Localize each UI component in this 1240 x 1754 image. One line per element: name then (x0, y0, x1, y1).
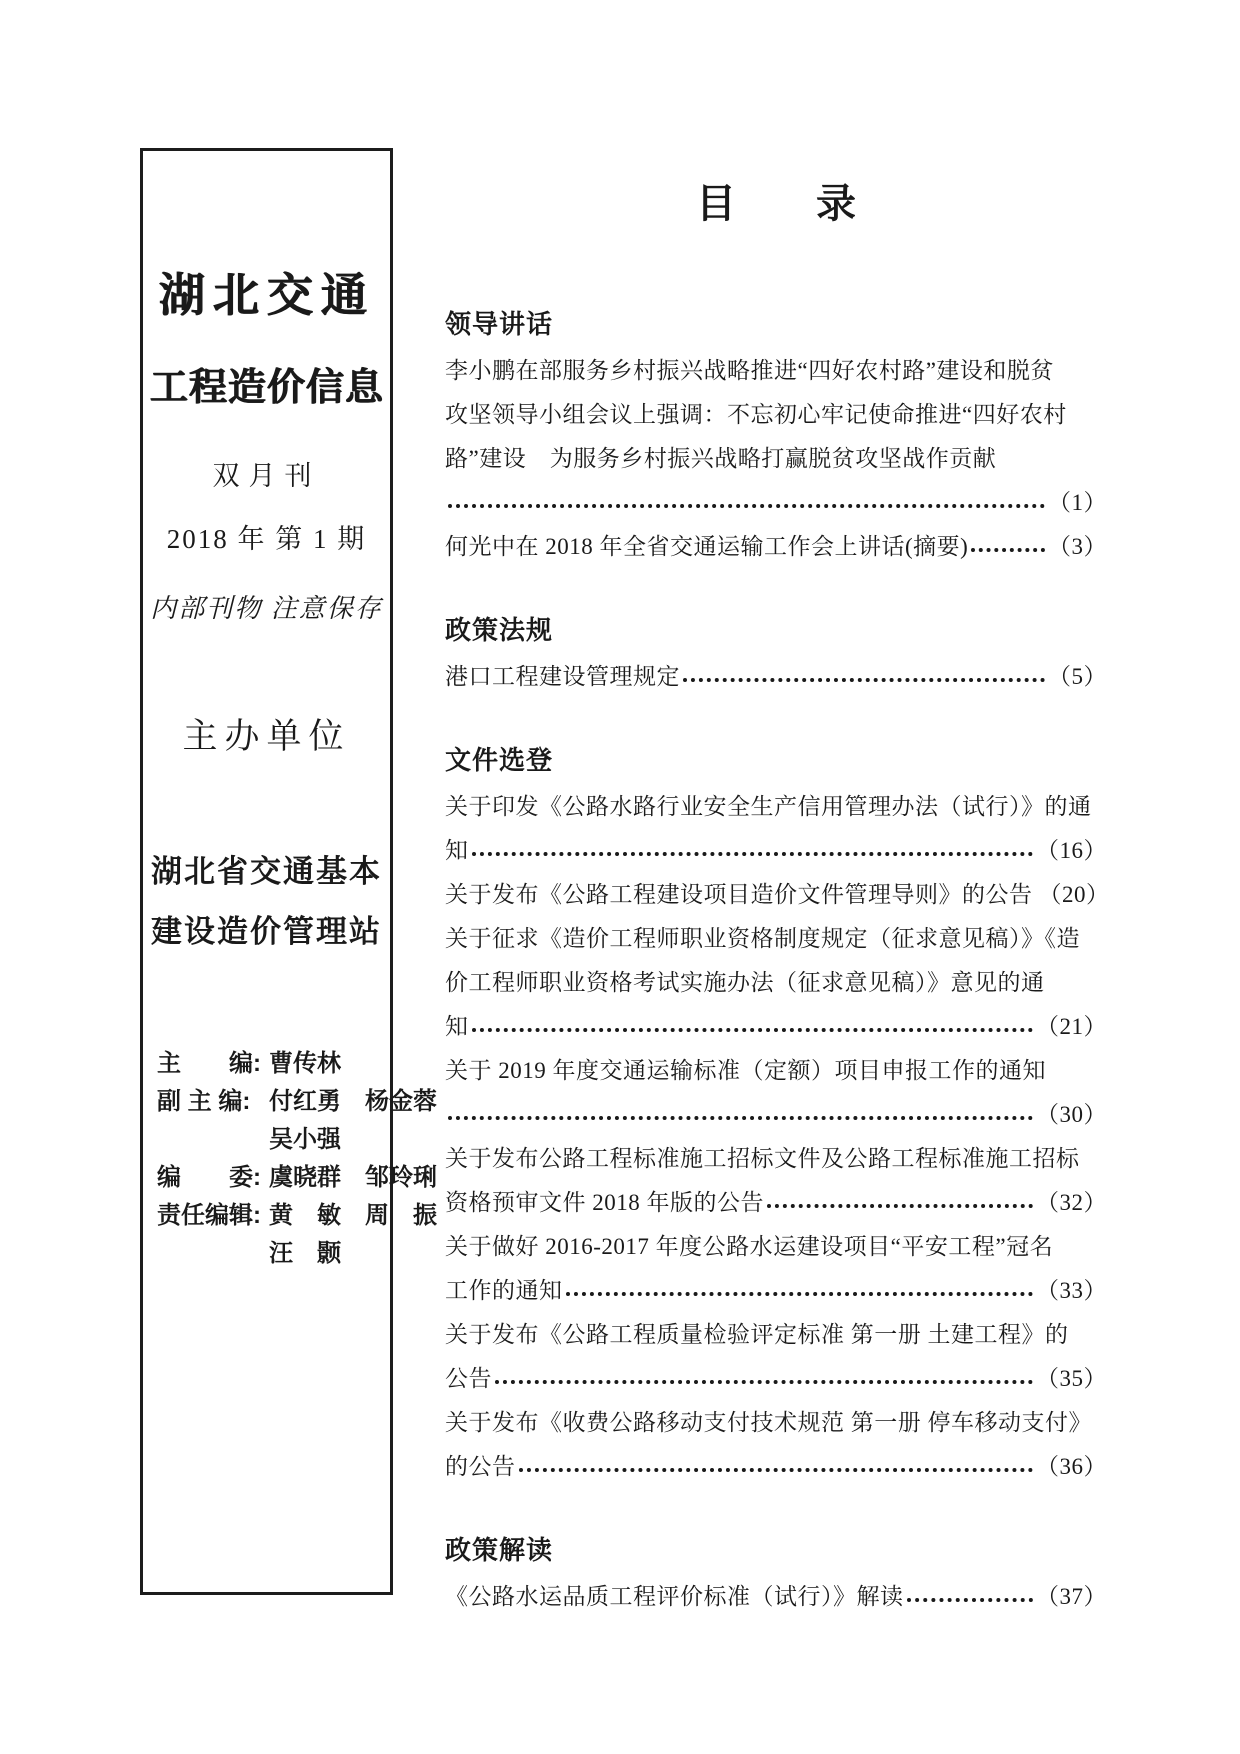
dot-leader (971, 537, 1045, 552)
dot-leader (472, 841, 1034, 856)
dot-leader (566, 1281, 1034, 1296)
toc-entry-text: 价工程师职业资格考试实施办法（征求意见稿）》意见的通 (445, 969, 1045, 995)
dot-leader (448, 1105, 1033, 1120)
toc-entry-text: 关于印发《公路水路行业安全生产信用管理办法（试行）》的通 (445, 793, 1092, 819)
toc-entry-text: 关于征求《造价工程师职业资格制度规定（征求意见稿）》《造 (445, 925, 1080, 951)
editorial-role: 主 编: (157, 1049, 261, 1077)
editorial-row (157, 1155, 437, 1193)
page-number: （33） (1036, 1277, 1107, 1303)
toc-entry-text: 工作的通知 (445, 1277, 563, 1303)
toc-entry-text: 李小鹏在部服务乡村振兴战略推进“四好农村路”建设和脱贫 (445, 357, 1054, 383)
editorial-row (157, 1117, 384, 1155)
toc-entry-line (445, 478, 1107, 522)
toc-entry-text: 《公路水运品质工程评价标准（试行）》解读 (445, 1583, 904, 1609)
toc-entry (445, 914, 1107, 1046)
toc-entry (445, 1310, 1107, 1398)
toc-section-heading: 文件选登 (445, 745, 554, 775)
toc-entry (445, 870, 1110, 914)
toc-entry-line (445, 434, 1107, 478)
toc-entry-line (445, 870, 1110, 914)
toc-entry-line (445, 1398, 1107, 1442)
toc-entry-text: 攻坚领导小组会议上强调：不忘初心牢记使命推进“四好农村 (445, 401, 1067, 427)
toc-entry-line (445, 1046, 1107, 1090)
dot-leader (495, 1369, 1033, 1384)
dot-leader (448, 493, 1045, 508)
toc-entry (445, 652, 1107, 696)
toc-entry-line (445, 1266, 1107, 1310)
page-number: （36） (1036, 1453, 1107, 1479)
toc-entry (445, 522, 1107, 566)
toc-entry-line (445, 1222, 1107, 1266)
toc-entry-line (445, 652, 1107, 696)
toc-sections (445, 302, 1110, 1616)
organizer-label: 主办单位 (182, 717, 351, 756)
toc-entry-line (445, 1442, 1107, 1486)
page-number: （5） (1048, 663, 1107, 689)
table-of-contents (445, 150, 1110, 1616)
toc-entry (445, 1222, 1107, 1310)
editorial-names: 付红勇 杨金蓉 (269, 1087, 437, 1115)
editorial-names: 虞晓群 邹玲琍 (269, 1163, 437, 1191)
journal-frequency: 双月刊 (212, 461, 321, 491)
toc-entry-text: 港口工程建设管理规定 (445, 663, 680, 689)
page-number: （35） (1036, 1365, 1107, 1391)
journal-issue: 2018 年 第 1 期 (166, 524, 367, 554)
toc-title: 目 录 (696, 182, 856, 226)
toc-section (445, 1528, 1107, 1616)
page-number: （37） (1036, 1583, 1107, 1609)
toc-entry-text: 知 (445, 1013, 469, 1039)
dot-leader (767, 1193, 1033, 1208)
toc-entry (445, 782, 1107, 870)
toc-entry-text: 关于做好 2016-2017 年度公路水运建设项目“平安工程”冠名 (445, 1233, 1054, 1259)
toc-entry-line (445, 1354, 1107, 1398)
toc-entry-line (445, 522, 1107, 566)
dot-leader (683, 667, 1045, 682)
toc-entry-text: 路”建设 为服务乡村振兴战略打赢脱贫攻坚战作贡献 (445, 445, 997, 471)
toc-entry-text: 关于发布公路工程标准施工招标文件及公路工程标准施工招标 (445, 1145, 1080, 1171)
toc-entry-text: 何光中在 2018 年全省交通运输工作会上讲话(摘要) (445, 533, 969, 559)
toc-entry-line (445, 958, 1107, 1002)
editorial-role: 副 主 编: (157, 1087, 251, 1115)
toc-entry-text: 知 (445, 837, 469, 863)
editorial-names: 吴小强 (269, 1125, 341, 1153)
toc-entry-line (445, 390, 1107, 434)
toc-entry-text: 关于发布《收费公路移动支付技术规范 第一册 停车移动支付》 (445, 1409, 1092, 1435)
toc-entry (445, 1398, 1107, 1486)
toc-entry-text: 公告 (445, 1365, 492, 1391)
toc-section (445, 302, 1107, 566)
toc-entry-line (445, 1090, 1107, 1134)
dot-leader (472, 1017, 1034, 1032)
toc-entry-line (445, 1178, 1107, 1222)
toc-entry-line (445, 914, 1107, 958)
toc-entry-line (445, 1002, 1107, 1046)
editorial-row (157, 1041, 384, 1079)
toc-entry (445, 1134, 1107, 1222)
editorial-row (157, 1231, 384, 1269)
page-number: （21） (1036, 1013, 1107, 1039)
page-number: （32） (1036, 1189, 1107, 1215)
toc-section (445, 608, 1107, 696)
page-number: （30） (1036, 1101, 1107, 1127)
toc-section (445, 738, 1110, 1486)
editorial-board (157, 1041, 437, 1269)
toc-entry (445, 346, 1107, 522)
toc-entry-text: 的公告 (445, 1453, 516, 1479)
editorial-row (157, 1079, 437, 1117)
editorial-role: 编 委: (157, 1163, 261, 1191)
toc-entry-line (445, 1134, 1107, 1178)
editorial-names: 曹传林 (269, 1049, 341, 1077)
toc-section-heading: 领导讲话 (445, 309, 554, 339)
toc-entry-line (445, 346, 1107, 390)
editorial-names: 汪 颢 (269, 1239, 341, 1267)
dot-leader (907, 1587, 1034, 1602)
editorial-role: 责任编辑: (157, 1201, 261, 1229)
internal-publication-notice: 内部刊物 注意保存 (150, 594, 383, 623)
page-number: （3） (1048, 533, 1107, 559)
toc-entry-line (445, 782, 1107, 826)
toc-entry (445, 1046, 1107, 1134)
toc-entry-text: 关于发布《公路工程建设项目造价文件管理导则》的公告 (445, 881, 1033, 907)
toc-entry-text: 资格预审文件 2018 年版的公告 (445, 1189, 764, 1215)
journal-title-line2: 工程造价信息 (149, 364, 384, 409)
toc-section-heading: 政策法规 (445, 615, 554, 645)
organizer-name-line2: 建设造价管理站 (151, 914, 382, 949)
organizer-name-line1: 湖北省交通基本 (151, 854, 382, 889)
page-number: （20） (1038, 881, 1110, 907)
dot-leader (519, 1457, 1034, 1472)
toc-entry-text: 关于发布《公路工程质量检验评定标准 第一册 土建工程》的 (445, 1321, 1069, 1347)
toc-entry-text: 关于 2019 年度交通运输标准（定额）项目申报工作的通知 (445, 1057, 1046, 1083)
journal-cover-panel (140, 148, 437, 1595)
toc-entry (445, 1572, 1107, 1616)
toc-section-heading: 政策解读 (445, 1535, 554, 1565)
toc-entry-line (445, 826, 1107, 870)
editorial-names: 黄 敏 周 振 (269, 1201, 437, 1229)
page-number: （16） (1036, 837, 1107, 863)
toc-entry-line (445, 1310, 1107, 1354)
toc-entry-line (445, 1572, 1107, 1616)
journal-title-line1: 湖北交通 (158, 268, 375, 322)
page-number: （1） (1048, 489, 1107, 515)
editorial-row (157, 1193, 437, 1231)
